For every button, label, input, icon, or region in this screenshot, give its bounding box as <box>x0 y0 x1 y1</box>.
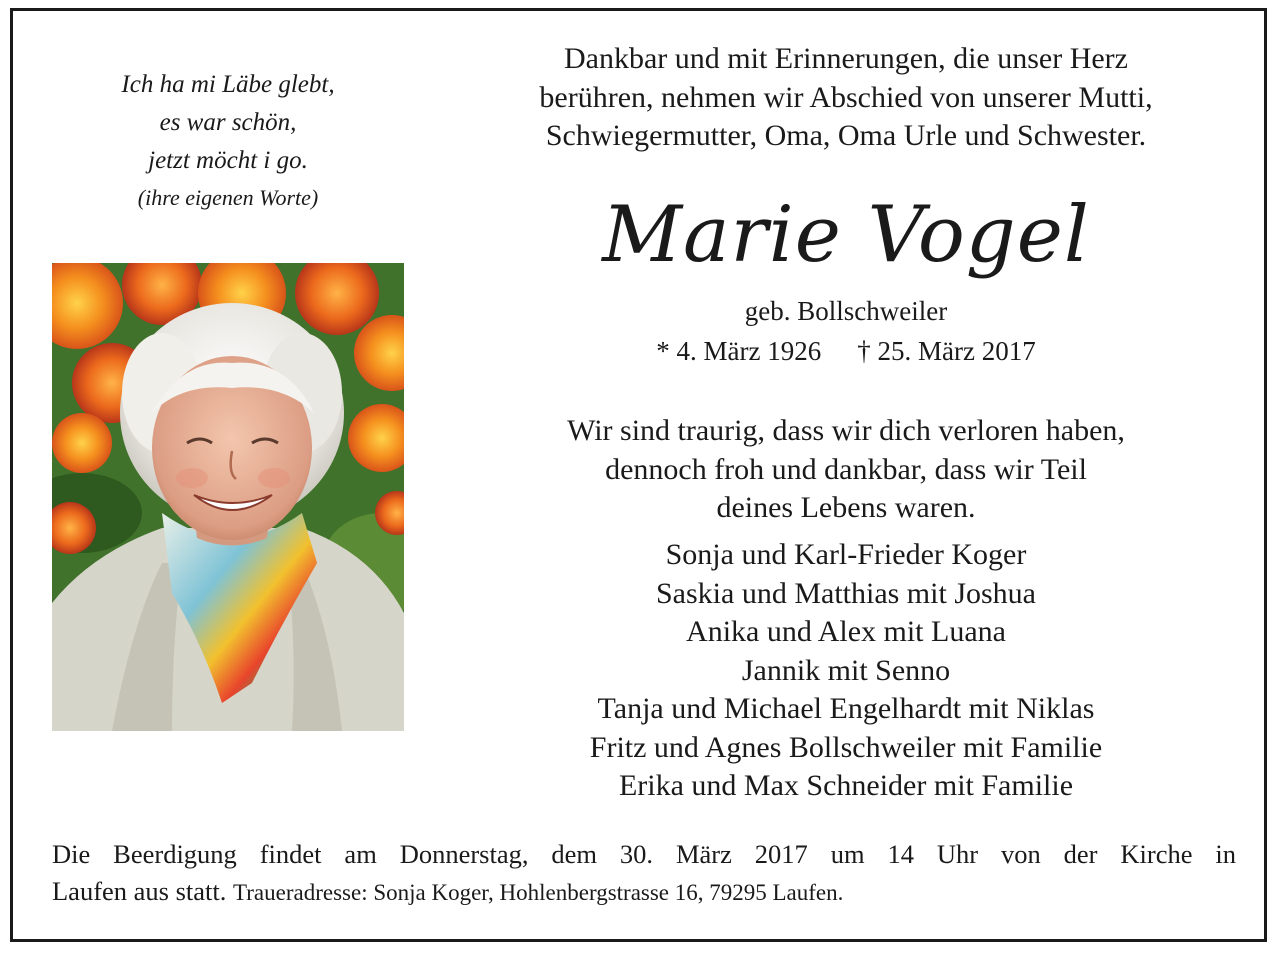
grief-line: Wir sind traurig, dass wir dich verloren haben, <box>567 414 1125 447</box>
grief-line: dennoch froh und dankbar, dass wir Teil <box>605 452 1087 486</box>
mourner-entry: Tanja und Michael Engelhardt mit Niklas <box>597 692 1095 725</box>
mourning-address: Traueradresse: Sonja Koger, Hohlenbergstrasse 16, 79295 Laufen. <box>233 880 844 905</box>
life-dates <box>440 332 1252 370</box>
funeral-line-end: Laufen aus statt. <box>52 876 227 906</box>
portrait-illustration <box>52 263 404 731</box>
portrait-photo <box>52 263 404 731</box>
poem-line: Ich ha mi Läbe glebt, <box>121 71 335 98</box>
funeral-notice <box>52 836 1236 911</box>
deceased-name: Marie Vogel <box>602 190 1090 280</box>
mourner-entry: Saskia und Matthias mit Joshua <box>656 576 1036 610</box>
mourners-list <box>440 536 1252 806</box>
intro-text <box>440 40 1252 156</box>
mourner-entry: Fritz und Agnes Bollschweiler mit Familie <box>589 730 1103 764</box>
mourner-entry: Jannik mit Senno <box>741 653 951 687</box>
intro-line: Dankbar und mit Erinnerungen, die unser Herz <box>564 42 1128 75</box>
poem-line: es war schön, <box>159 109 297 136</box>
poem-quote <box>52 66 404 216</box>
death-date: † 25. März 2017 <box>857 336 1036 366</box>
poem-note: (ihre eigenen Worte) <box>137 185 319 210</box>
poem-line: jetzt möcht i go. <box>148 147 308 174</box>
intro-line: Schwiegermutter, Oma, Oma Urle und Schwester. <box>545 119 1147 152</box>
mourner-entry: Sonja und Karl-Frieder Koger <box>665 538 1027 571</box>
mourner-entry: Anika und Alex mit Luana <box>686 615 1006 648</box>
grief-text <box>440 412 1252 528</box>
funeral-line: Die Beerdigung findet am Donnerstag, dem 30. März 2017 um 14 Uhr von der Kirche in <box>52 839 1236 869</box>
intro-line: berühren, nehmen wir Abschied von unserer Mutti, <box>539 80 1153 114</box>
mourner-entry: Erika und Max Schneider mit Familie <box>618 769 1074 802</box>
grief-line: deines Lebens waren. <box>716 491 976 524</box>
birth-name: geb. Bollschweiler <box>744 296 948 326</box>
birth-date: * 4. März 1926 <box>656 336 822 366</box>
